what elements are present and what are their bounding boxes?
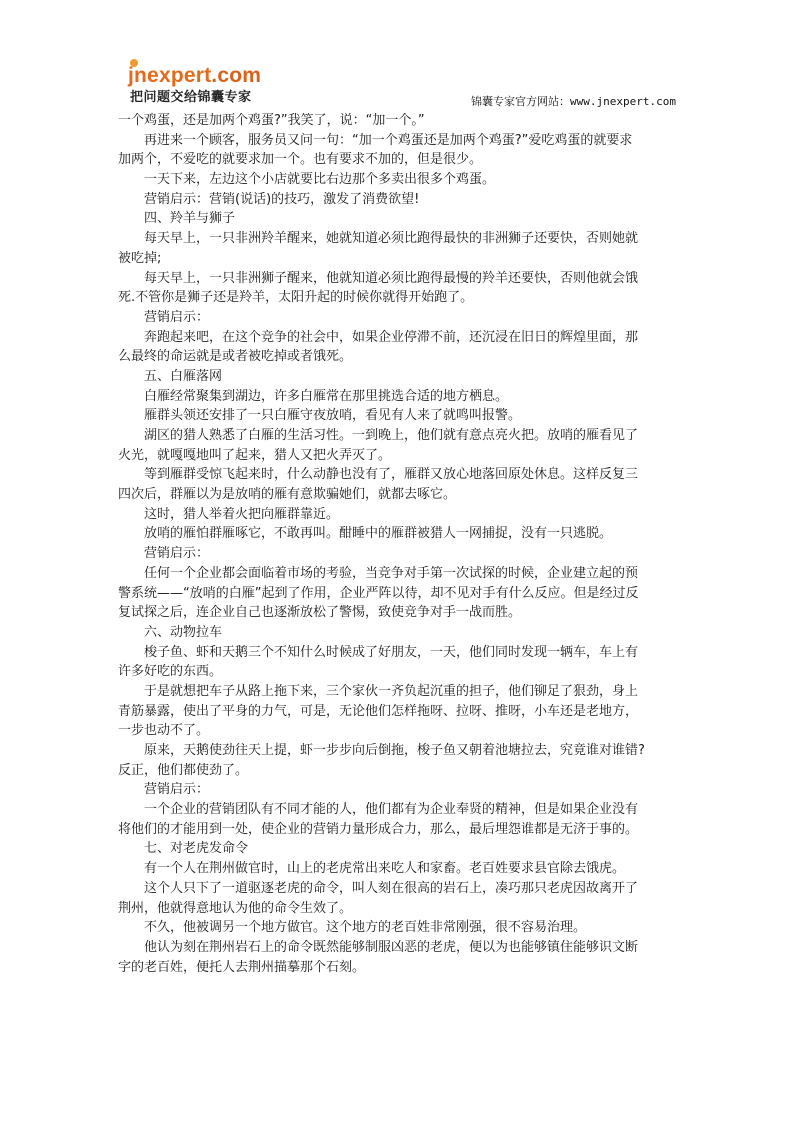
text-line: 四次后，群雁以为是放哨的雁有意欺骗她们，就都去啄它。 [118, 487, 457, 503]
text-line: 等到雁群受惊飞起来时，什么动静也没有了，雁群又放心地落回原处休息。这样反复三 [144, 467, 639, 483]
text-line: 警系统——“放哨的白雁”起到了作用，企业严阵以待，却不见对手有什么反应。但是经过反 [118, 585, 639, 601]
text-line: 奔跑起来吧，在这个竞争的社会中，如果企业停滞不前，还沉浸在旧日的辉煌里面，那 [144, 329, 639, 345]
text-line: 每天早上，一只非洲狮子醒来，他就知道必须比跑得最慢的羚羊还要快，否则他就会饿 [144, 270, 639, 286]
text-line: 营销启示： [144, 546, 210, 562]
document-body [118, 111, 678, 977]
text-line: 四、羚羊与狮子 [144, 211, 236, 227]
text-line: 复试探之后，连企业自己也逐渐放松了警惕，致使竞争对手一战而胜。 [118, 605, 522, 621]
logo-wordmark [128, 64, 261, 88]
text-line: 这时，猎人举着火把向雁群靠近。 [144, 506, 340, 522]
text-line: 每天早上，一只非洲羚羊醒来，她就知道必须比跑得最快的非洲狮子还要快，否则她就 [144, 231, 639, 247]
text-line: 五、白雁落网 [144, 368, 223, 384]
text-line: 雁群头领还安排了一只白雁守夜放哨，看见有人来了就鸣叫报警。 [144, 408, 522, 424]
text-line: 反正，他们都使劲了。 [118, 762, 249, 778]
logo-tail: .com [211, 64, 262, 87]
text-line: 白雁经常聚集到湖边，许多白雁常在那里挑选合适的地方栖息。 [144, 388, 509, 404]
official-site-label [471, 95, 676, 109]
text-line: 么最终的命运就是或者被吃掉或者饿死。 [118, 349, 353, 365]
text-line: 他认为刻在荆州岩石上的命令既然能够制服凶恶的老虎，便以为也能够镇住能够识文断 [144, 939, 639, 955]
text-line: 荆州，他就得意地认为他的命令生效了。 [118, 900, 353, 916]
text-line: 营销启示： [144, 309, 210, 325]
text-line: 有一个人在荆州做官时，山上的老虎常出来吃人和家畜。老百姓要求县官除去饿虎。 [144, 861, 626, 877]
text-line: 六、动物拉车 [144, 624, 223, 640]
text-line: 一个鸡蛋，还是加两个鸡蛋?”我笑了，说：“加一个。” [118, 113, 425, 128]
text-line: 将他们的才能用到一处，使企业的营销力量形成合力，那么，最后埋怨谁都是无济于事的。 [118, 821, 639, 837]
text-line: 字的老百姓，便托人去荆州描摹那个石刻。 [118, 959, 366, 975]
text-line: 一个企业的营销团队有不同才能的人，他们都有为企业奉贤的精神，但是如果企业没有 [144, 802, 639, 818]
text-line: 于是就想把车子从路上拖下来，三个家伙一齐负起沉重的担子，他们铆足了狠劲，身上 [144, 683, 639, 699]
text-line: 不久，他被调另一个地方做官。这个地方的老百姓非常刚强，很不容易治理。 [144, 920, 587, 936]
text-line: 青筋暴露，使出了平身的力气，可是，无论他们怎样拖呀、拉呀、推呀，小车还是老地方， [118, 703, 639, 719]
text-line: 梭子鱼、虾和天鹅三个不知什么时候成了好朋友，一天，他们同时发现一辆车，车上有 [144, 644, 639, 660]
text-line: 任何一个企业都会面临着市场的考验，当竞争对手第一次试探的时候，企业建立起的预 [144, 565, 639, 581]
text-line: 营销启示：营销(说话)的技巧，激发了消费欲望! [144, 191, 420, 207]
text-line: 被吃掉; [118, 250, 162, 266]
site-url-link[interactable]: www.jnexpert.com [570, 95, 676, 108]
logo-slogan: 把问题交给锦囊专家 [130, 90, 252, 105]
text-line: 这个人只下了一道驱逐老虎的命令，叫人刻在很高的岩石上，凑巧那只老虎因故离开了 [144, 880, 639, 896]
text-line: 营销启示： [144, 782, 210, 798]
text-line: 火光，就嘎嘎地叫了起来，猎人又把火弄灭了。 [118, 447, 392, 463]
text-line: 许多好吃的东西。 [118, 664, 223, 680]
text-line: 湖区的猎人熟悉了白雁的生活习性。一到晚上，他们就有意点亮火把。放哨的雁看见了 [144, 428, 639, 443]
logo-text: jnexpert [128, 64, 212, 87]
text-line: 七、对老虎发命令 [144, 841, 249, 857]
text-line: 一步也动不了。 [118, 723, 210, 739]
text-line: 原来，天鹅使劲往天上提，虾一步步向后倒拖，梭子鱼又朝着池塘拉去，究竟谁对谁错? [144, 743, 645, 758]
jnexpert-logo[interactable] [128, 62, 278, 110]
text-line: 再进来一个顾客，服务员又问一句：“加一个鸡蛋还是加两个鸡蛋?”爱吃鸡蛋的就要求 [144, 132, 633, 148]
text-line: 放哨的雁怕群雁啄它，不敢再叫。酣睡中的雁群被猎人一网捕捉，没有一只逃脱。 [144, 526, 613, 542]
site-label-text: 锦囊专家官方网站： [471, 95, 571, 108]
text-line: 死.不管你是狮子还是羚羊，太阳升起的时候你就得开始跑了。 [118, 290, 474, 306]
text-line: 加两个，不爱吃的就要求加一个。也有要求不加的，但是很少。 [118, 152, 483, 168]
text-line: 一天下来，左边这个小店就要比右边那个多卖出很多个鸡蛋。 [144, 172, 496, 188]
page-header [0, 0, 794, 112]
